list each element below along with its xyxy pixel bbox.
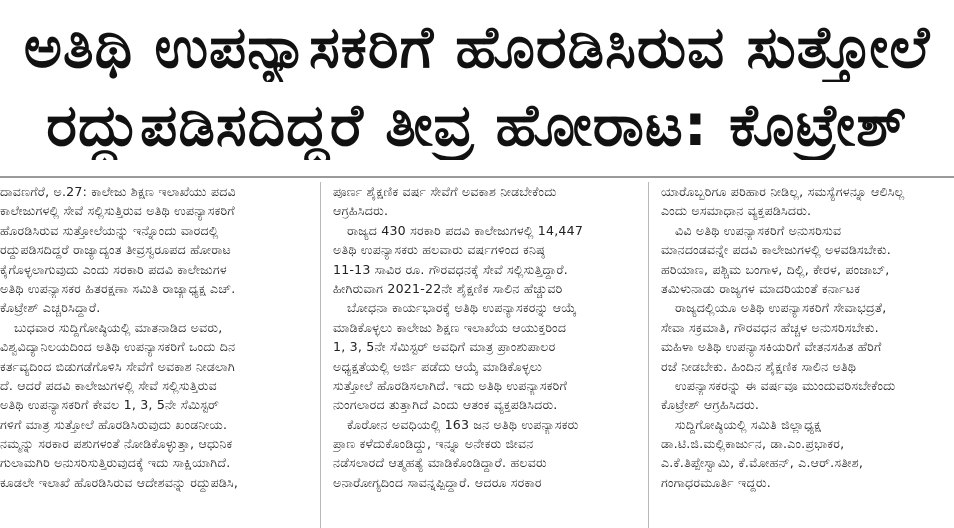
- paragraph-line: ಕರ್ತವ್ಯದಿಂದ ಬಿಡುಗಡೆಗೊಳಿಸಿ ಸೇವೆಗೆ ಅವಕಾಶ ನೀಡಲಾಗಿ: [0, 358, 235, 374]
- article-paragraph: [0, 182, 310, 318]
- paragraph-line: ವಿಶ್ವವಿದ್ಯಾನಿಲಯದಿಂದ ಅತಿಥಿ ಉಪನ್ಯಾಸಕರಿಗೆ ಒಂದು ದಿನ: [0, 339, 236, 355]
- article-paragraph: [661, 415, 954, 493]
- paragraph-line: ಅಧ್ಯಕ್ಷತೆಯಲ್ಲಿ ಅರ್ಜಿ ಪಡೆದು ಆಯ್ಕೆ ಮಾಡಿಕೊಳ್ಳಲು: [333, 358, 543, 374]
- paragraph-line: ಅತಿಥಿ ಉಪನ್ಯಾಸಕರಿಗೆ ಕೇವಲ 1, 3, 5ನೇ ಸೆಮಿಸ್ಟರ್: [0, 397, 219, 413]
- paragraph-line: ರಜೆ ನೀಡಬೇಕು. ಹಿಂದಿನ ಶೈಕ್ಷಣಿಕ ಸಾಲಿನ ಅತಿಥಿ: [661, 358, 857, 374]
- paragraph-line: ಬುಧವಾರ ಸುದ್ದಿಗೋಷ್ಠಿಯಲ್ಲಿ ಮಾತನಾಡಿದ ಅವರು,: [14, 319, 223, 335]
- paragraph-line: ಕೈಗೊಳ್ಳಲಾಗುವುದು ಎಂದು ಸರಕಾರಿ ಪದವಿ ಕಾಲೇಜುಗಳ: [0, 261, 227, 277]
- paragraph-line: ಹೊರಡಿಸಿರುವ ಸುತ್ತೋಲೆಯನ್ನು ಇನ್ನೊಂದು ವಾರದಲ್ಲಿ: [0, 222, 219, 238]
- paragraph-line: 11-13 ಸಾವಿರ ರೂ. ಗೌರವಧನಕ್ಕೆ ಸೇವೆ ಸಲ್ಲಿಸುತ್ತಿದ್ದಾರೆ.: [333, 261, 568, 277]
- paragraph-line: ನಮ್ಮನ್ನು ಸರಕಾರ ಪಶುಗಳಂತೆ ನೋಡಿಕೊಳ್ಳುತ್ತಾ, ಆಧುನಿಕ: [0, 436, 233, 452]
- paragraph-line: 1, 3, 5ನೇ ಸೆಮಿಸ್ಟರ್ ಅವಧಿಗೆ ಮಾತ್ರ ಪ್ರಾಂಶುಪಾಲರ: [333, 339, 556, 355]
- paragraph-line: ಕಾಲೇಜುಗಳಲ್ಲಿ ಸೇವೆ ಸಲ್ಲಿಸುತ್ತಿರುವ ಅತಿಥಿ ಉಪನ್ಯಾಸಕರಿಗೆ: [0, 203, 235, 219]
- paragraph-line: ಗಂಗಾಧರಮೂರ್ತಿ ಇದ್ದರು.: [661, 474, 771, 490]
- paragraph-line: ಯಾರೊಬ್ಬರಿಗೂ ಪರಿಹಾರ ನೀಡಿಲ್ಲ, ಸಮಸ್ಯೆಗಳನ್ನೂ ಆಲಿಸಿಲ್ಲ: [661, 184, 905, 199]
- paragraph-line: ಮಹಿಳಾ ಅತಿಥಿ ಉಪನ್ಯಾಸಕಿಯರಿಗೆ ವೇತನಸಹಿತ ಹೆರಿಗೆ: [661, 339, 882, 355]
- paragraph-line: ಡಾ.ಟಿ.ಜಿ.ಮಲ್ಲಿಕಾರ್ಜುನ, ಡಾ.ಎಂ.ಪ್ರಭಾಕರ,: [661, 436, 845, 452]
- paragraph-line: ಸುತ್ತೋಲೆ ಹೊರಡಿಸಲಾಗಿದೆ. ಇದು ಅತಿಥಿ ಉಪನ್ಯಾಸಕರಿಗೆ: [333, 377, 568, 393]
- paragraph-line: ನಡೆಸಲಾರದೆ ಆತ್ಮಹತ್ಯೆ ಮಾಡಿಕೊಂಡಿದ್ದಾರೆ. ಹಲವರು: [333, 455, 547, 471]
- paragraph-line: ನುಂಗಲಾರದ ತುತ್ತಾಗಿದೆ ಎಂದು ಆತಂಕ ವ್ಯಕ್ತಪಡಿಸಿದರು.: [333, 397, 558, 413]
- paragraph-line: ತಮಿಳುನಾಡು ರಾಜ್ಯಗಳ ಮಾದರಿಯಂತೆ ಕರ್ನಾಟಕ: [661, 280, 861, 296]
- paragraph-line: ಗುಲಾಮಗಿರಿ ಅನುಸರಿಸುತ್ತಿರುವುದಕ್ಕೆ ಇದು ಸಾಕ್ಷಿಯಾಗಿದೆ.: [0, 455, 231, 471]
- paragraph-line: ಕೊರೋನ ಅವಧಿಯಲ್ಲಿ 163 ಜನ ಅತಿಥಿ ಉಪನ್ಯಾಸಕರು: [347, 416, 579, 432]
- paragraph-line: ಹೀಗಿರುವಾಗ 2021-22ನೇ ಶೈಕ್ಷಣಿಕ ಸಾಲಿನ ಹೆಚ್ಚುವರಿ: [333, 280, 563, 296]
- paragraph-line: ಗಳಿಗೆ ಮಾತ್ರ ಸುತ್ತೋಲೆ ಹೊರಡಿಸಿರುವುದು ಖಂಡನೀಯ.: [0, 416, 228, 432]
- paragraph-line: ಅತಿಥಿ ಉಪನ್ಯಾಸಕರ ಹಿತರಕ್ಷಣಾ ಸಮಿತಿ ರಾಜ್ಯಾಧ್ಯಕ್ಷ ಎಚ್.: [0, 280, 236, 296]
- paragraph-line: ಕೂಡಲೇ ಇಲಾಖೆ ಹೊರಡಿಸಿರುವ ಆದೇಶವನ್ನು ರದ್ದುಪಡಿಸಿ,: [0, 474, 239, 490]
- paragraph-line: ಸುದ್ದಿಗೋಷ್ಠಿಯಲ್ಲಿ ಸಮಿತಿ ಜಿಲ್ಲಾಧ್ಯಕ್ಷ: [675, 416, 822, 432]
- article-paragraph: [333, 298, 638, 414]
- headline-line-1: ಅತಿಥಿ ಉಪನ್ಯಾಸಕರಿಗೆ ಹೊರಡಿಸಿರುವ ಸುತ್ತೋಲೆ: [23, 13, 931, 81]
- article-column-1: [0, 182, 310, 528]
- paragraph-line: ಎ.ಕೆ.ತಿಪ್ಪೇಸ್ವಾಮಿ, ಕೆ.ಮೋಹನ್, ಎ.ಆರ್.ಸತೀಶ,: [661, 455, 864, 471]
- paragraph-line: ಅನಾರೋಗ್ಯದಿಂದ ಸಾವನ್ನಪ್ಪಿದ್ದಾರೆ. ಆದರೂ ಸರಕಾರ: [333, 474, 542, 490]
- article-paragraph: [333, 221, 638, 299]
- article-column-3: [661, 182, 954, 528]
- paragraph-line: ರಾಜ್ಯದ 430 ಸರಕಾರಿ ಪದವಿ ಕಾಲೇಜುಗಳಲ್ಲಿ 14,447: [347, 222, 584, 238]
- paragraph-line: ಸೇವಾ ಸಕ್ರಮಾತಿ, ಗೌರವಧನ ಹೆಚ್ಚಳ ಅನುಸರಿಸಬೇಕು.: [661, 319, 879, 335]
- paragraph-line: ಪ್ರಾಣ ಕಳೆದುಕೊಂಡಿದ್ದು, ಇನ್ನೂ ಅನೇಕರು ಜೀವನ: [333, 436, 534, 452]
- article-paragraph: [661, 376, 954, 415]
- article-paragraph: [333, 415, 638, 493]
- paragraph-line: ಕೊಟ್ರೇಶ್ ಎಚ್ಚರಿಸಿದ್ದಾರೆ.: [0, 300, 101, 316]
- paragraph-line: ದಾವಣಗೆರೆ, ಅ.27: ಕಾಲೇಜು ಶಿಕ್ಷಣ ಇಲಾಖೆಯು ಪದವಿ: [0, 184, 236, 199]
- headline-divider: [0, 176, 954, 178]
- article-paragraph: [661, 221, 954, 299]
- paragraph-line: ಅತಿಥಿ ಉಪನ್ಯಾಸಕರು ಹಲವಾರು ವರ್ಷಗಳಿಂದ ಕನಿಷ್ಠ: [333, 242, 545, 258]
- paragraph-line: ಹರಿಯಾಣ, ಪಶ್ಚಿಮ ಬಂಗಾಳ, ದಿಲ್ಲಿ, ಕೇರಳ, ಪಂಜಾಬ್,: [661, 261, 890, 277]
- paragraph-line: ಮಾಡಿಕೊಳ್ಳಲು ಕಾಲೇಜು ಶಿಕ್ಷಣ ಇಲಾಖೆಯ ಆಯುಕ್ತರಿಂದ: [333, 319, 567, 335]
- paragraph-line: ಪೂರ್ಣ ಶೈಕ್ಷಣಿಕ ವರ್ಷ ಸೇವೆಗೆ ಅವಕಾಶ ನೀಡಬೇಕೆಂದು: [333, 184, 557, 199]
- headline-line-2: ರದ್ದುಪಡಿಸದಿದ್ದರೆ ತೀವ್ರ ಹೋರಾಟ: ಕೊಟ್ರೇಶ್: [46, 91, 908, 159]
- column-divider: [648, 182, 649, 528]
- article-paragraph: [661, 182, 954, 221]
- article-paragraph: [333, 182, 638, 221]
- headline-block: [0, 0, 954, 174]
- column-divider: [320, 182, 321, 528]
- paragraph-line: ಆಗ್ರಹಿಸಿದರು.: [333, 203, 389, 219]
- paragraph-line: ಬೋಧನಾ ಕಾರ್ಯಭಾರಕ್ಕೆ ಅತಿಥಿ ಉಪನ್ಯಾಸಕರನ್ನು ಆಯ್ಕೆ: [347, 300, 577, 316]
- paragraph-line: ಉಪನ್ಯಾಸಕರನ್ನು ಈ ವರ್ಷವೂ ಮುಂದುವರಿಸಬೇಕೆಂದು: [675, 377, 896, 393]
- article-paragraph: [0, 318, 310, 493]
- paragraph-line: ಎಂದು ಅಸಮಾಧಾನ ವ್ಯಕ್ತಪಡಿಸಿದರು.: [661, 203, 812, 219]
- paragraph-line: ವಿವಿ ಅತಿಥಿ ಉಪನ್ಯಾಸಕರಿಗೆ ಅನುಸರಿಸುವ: [675, 222, 842, 238]
- paragraph-line: ಕೊಟ್ರೇಶ್ ಆಗ್ರಹಿಸಿದರು.: [661, 397, 760, 413]
- paragraph-line: ರಾಜ್ಯದಲ್ಲಿಯೂ ಅತಿಥಿ ಉಪನ್ಯಾಸಕರಿಗೆ ಸೇವಾಭದ್ರತೆ,: [675, 300, 887, 316]
- paragraph-line: ದೆ. ಆದರೆ ಪದವಿ ಕಾಲೇಜುಗಳಲ್ಲಿ ಸೇವೆ ಸಲ್ಲಿಸುತ್ತಿರುವ: [0, 377, 217, 393]
- article-paragraph: [661, 298, 954, 376]
- paragraph-line: ಮಾನದಂಡವನ್ನೇ ಪದವಿ ಕಾಲೇಜುಗಳಲ್ಲಿ ಅಳವಡಿಸಬೇಕು.: [661, 242, 891, 258]
- article-column-2: [333, 182, 638, 528]
- paragraph-line: ರದ್ದುಪಡಿಸದಿದ್ದರೆ ರಾಜ್ಯಾದ್ಯಂತ ತೀವ್ರಸ್ವರೂಪದ ಹೋರಾಟ: [0, 242, 231, 258]
